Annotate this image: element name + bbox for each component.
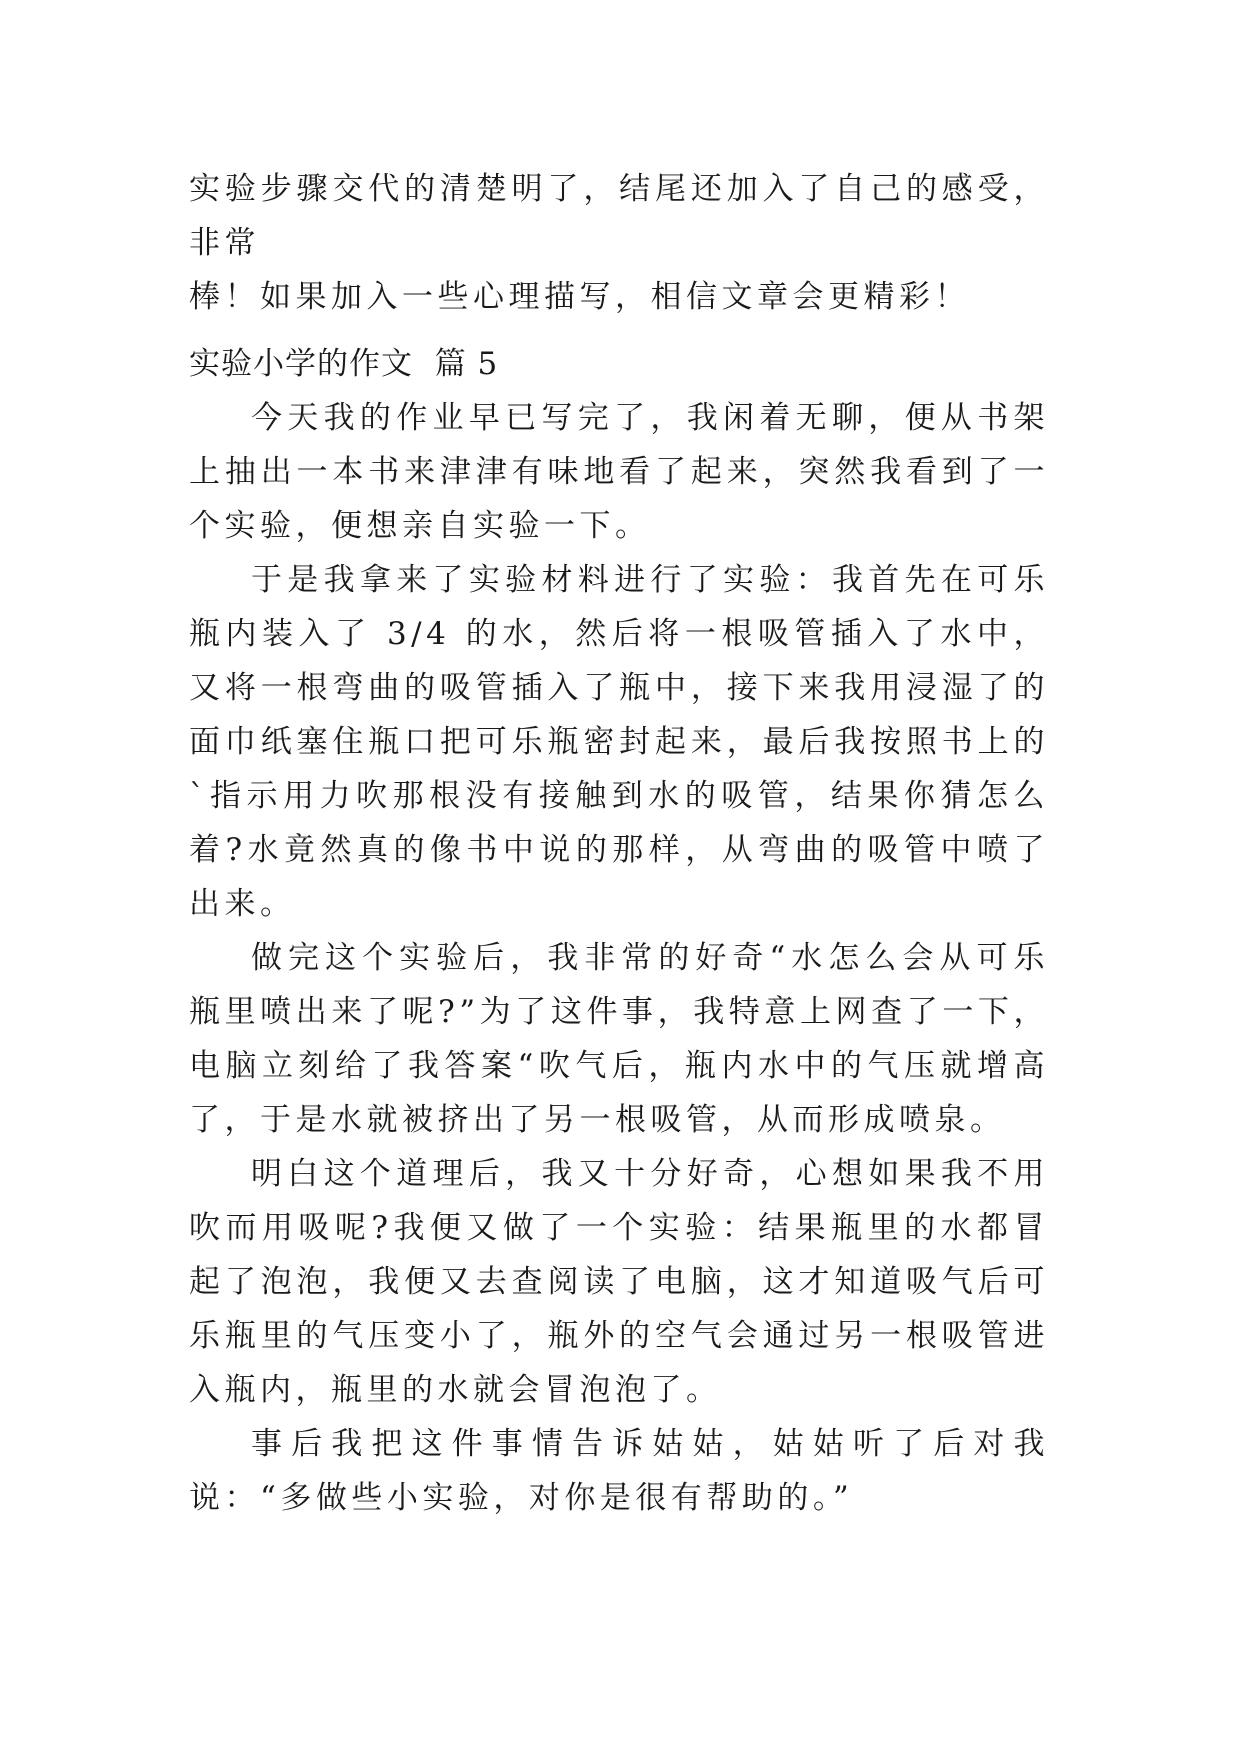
paragraph: 于是我拿来了实验材料进行了实验：我首先在可乐瓶内装入了 3/4 的水，然后将一根吸管插入了水中，又将一根弯曲的吸管插入了瓶中，接下来我用浸湿了的面巾纸塞住瓶口把可乐瓶密封起来，最后我按照书上的`指示用力吹那根没有接触到水的吸管，结果你猜怎么着?水竟然真的像书中说的那样，从弯曲的吸管中喷了出来。 (189, 562, 1049, 922)
paragraph: 做完这个实验后，我非常的好奇“水怎么会从可乐瓶里喷出来了呢?”为了这件事，我特意上网查了一下，电脑立刻给了我答案“吹气后，瓶内水中的气压就增高了，于是水就被挤出了另一根吸管，从而形成喷泉。 (189, 940, 1049, 1138)
intro-line: 棒！如果加入一些心理描写，相信文章会更精彩！ (189, 279, 970, 315)
paragraph: 明白这个道理后，我又十分好奇，心想如果我不用吹而用吸呢?我便又做了一个实验：结果瓶里的水都冒起了泡泡，我便又去查阅读了电脑，这才知道吸气后可乐瓶里的气压变小了，瓶外的空气会通过另一根吸管进入瓶内，瓶里的水就会冒泡泡了。 (189, 1156, 1049, 1408)
essay-body (189, 391, 1049, 1525)
intro-comment (189, 162, 1049, 324)
paragraph: 今天我的作业早已写完了，我闲着无聊，便从书架上抽出一本书来津津有味地看了起来，突然我看到了一个实验，便想亲自实验一下。 (189, 400, 1049, 544)
section-title: 实验小学的作文 篇 5 (189, 346, 499, 382)
intro-line: 实验步骤交代的清楚明了，结尾还加入了自己的感受，非常 (189, 171, 1049, 261)
paragraph: 事后我把这件事情告诉姑姑，姑姑听了后对我说：“多做些小实验，对你是很有帮助的。” (189, 1426, 1049, 1516)
